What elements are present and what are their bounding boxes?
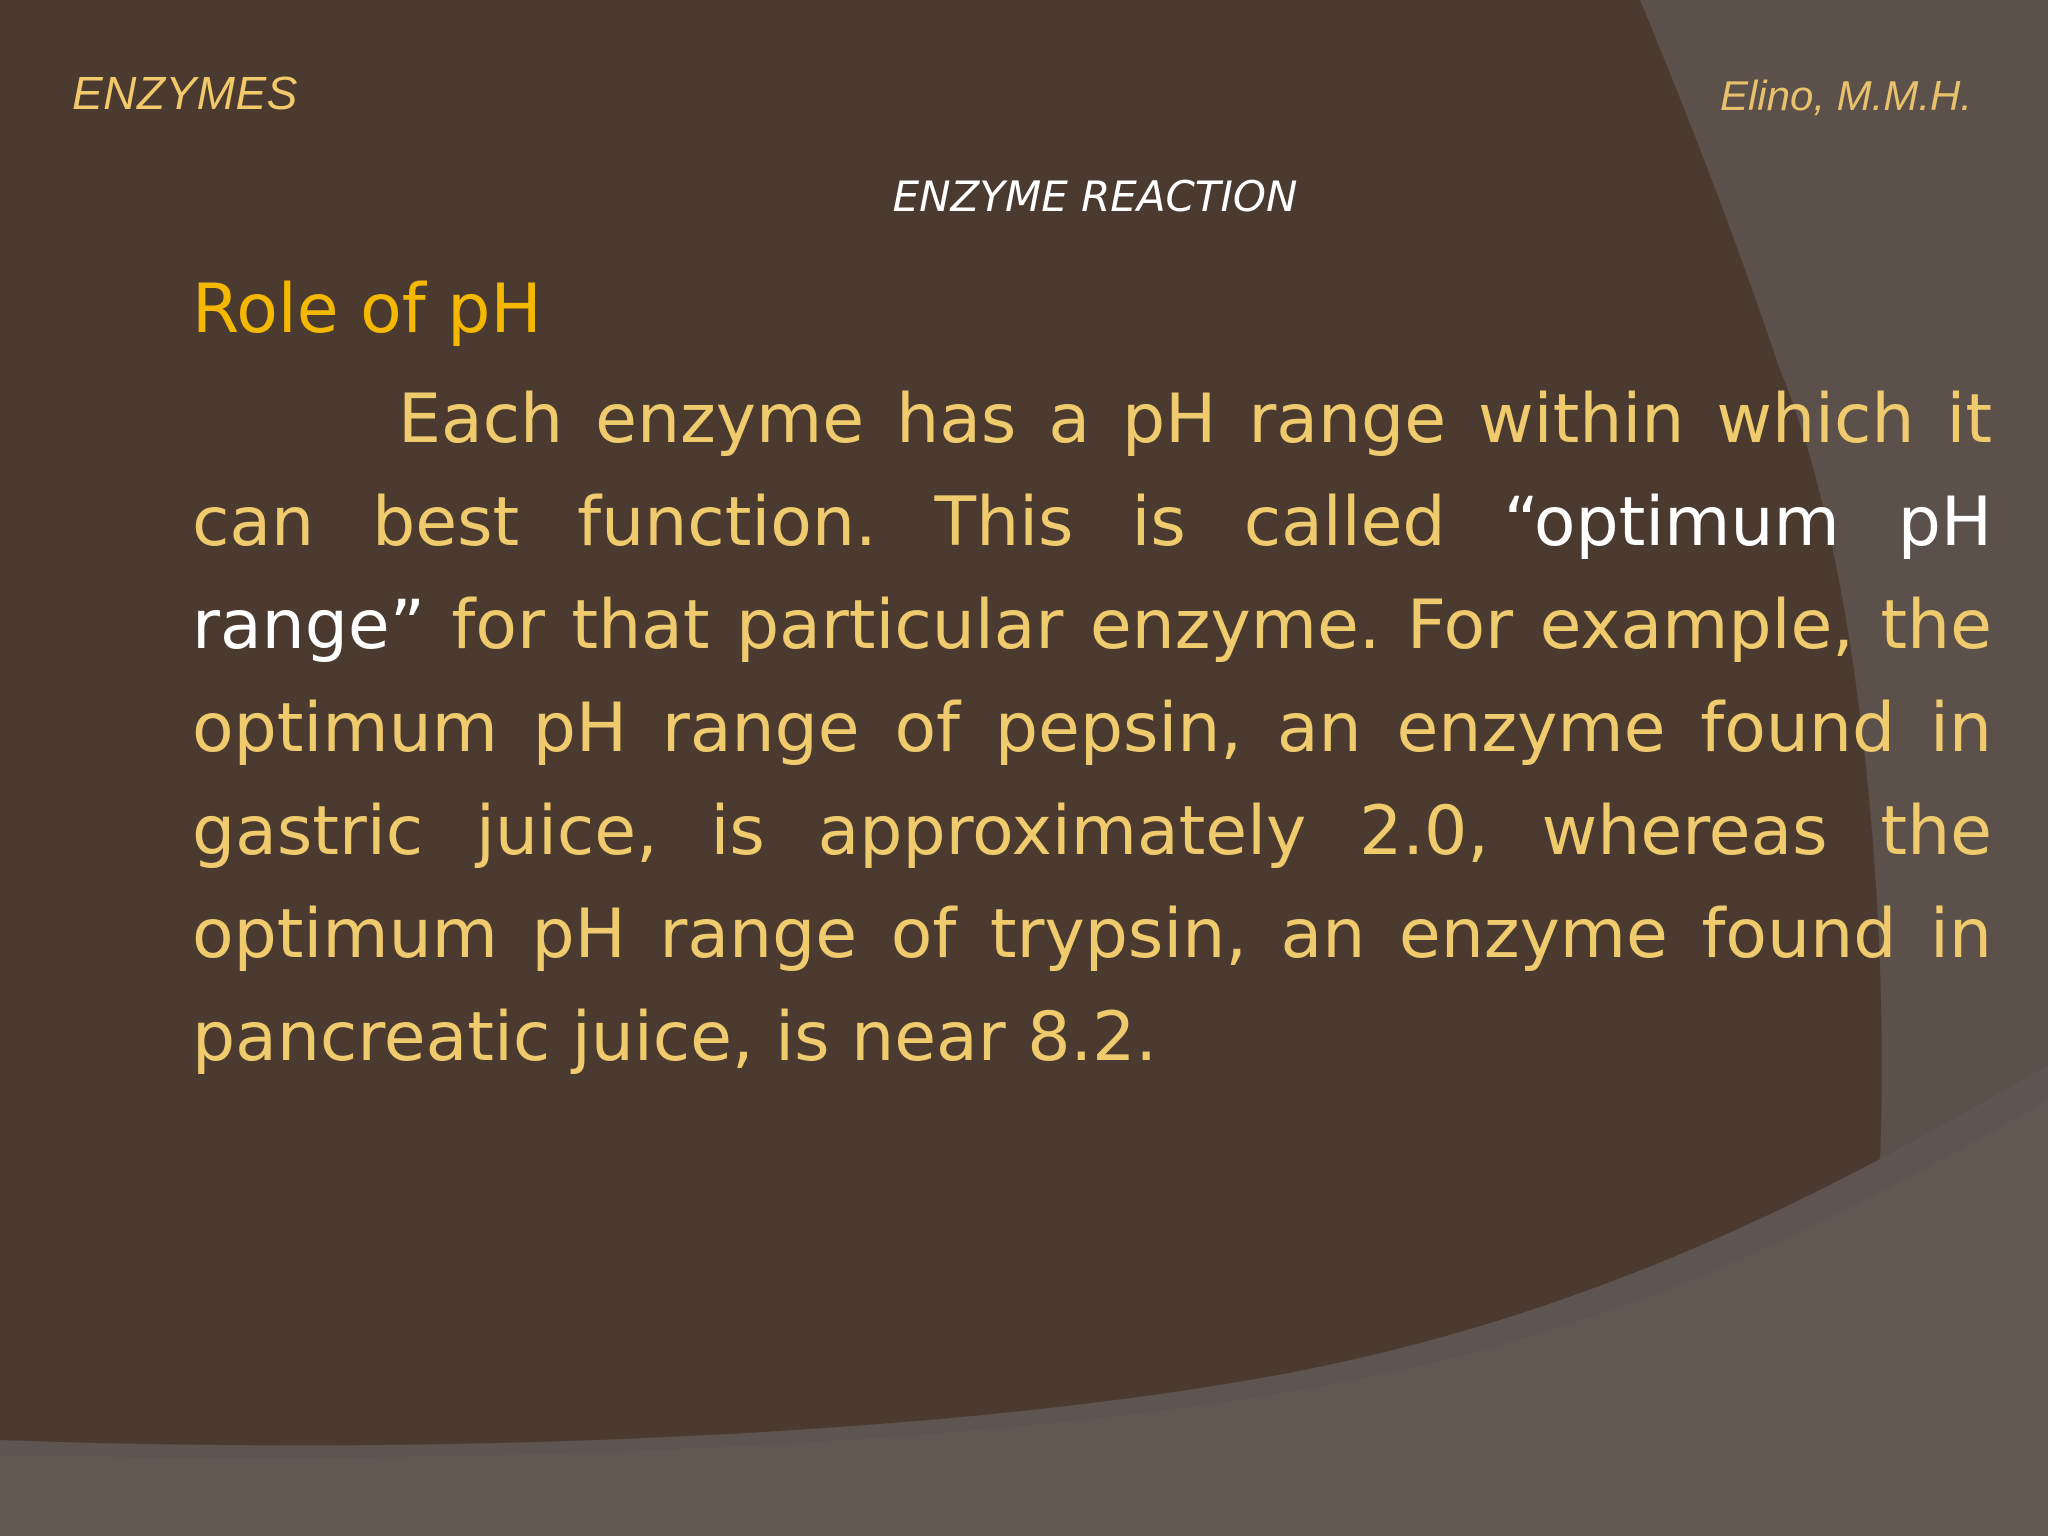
body-text-end: for that particular enzyme. For example, the optimum pH range of pepsin, an enzyme found in gastric juice, is approximately 2.0, whereas the optimum pH range of trypsin, an enzyme found in pancreatic juice, is near 8.2. [192,586,1992,1077]
section-body [192,368,1992,1089]
body-text-start: Each enzyme has a pH range within which it can best function. This is called [192,380,1992,562]
highlighted-term: “optimum pH range” [192,483,1993,665]
header-topic: ENZYMES [72,67,298,119]
slide-subheading: ENZYME REACTION [892,172,1298,221]
section-title: Role of pH [192,270,542,349]
header-author: Elino, M.M.H. [1719,72,1972,119]
bottom-inner-shape [0,1100,2048,1536]
slide-content [192,268,1992,1089]
